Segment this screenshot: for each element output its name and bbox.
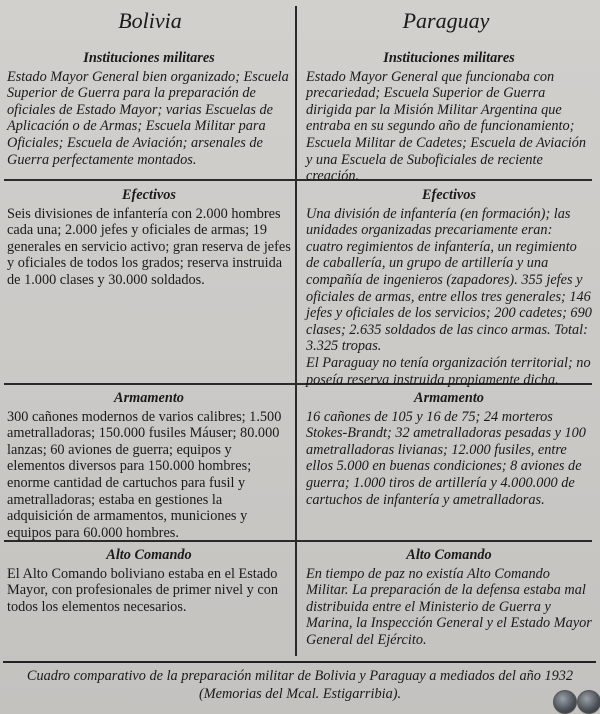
cell-paraguay-alto-comando	[306, 547, 592, 649]
section-heading: Efectivos	[422, 187, 476, 203]
column-title-bolivia: Bolivia	[118, 8, 182, 33]
logo-icon	[577, 690, 600, 714]
section-heading: Instituciones militares	[83, 50, 215, 66]
column-divider	[295, 6, 297, 656]
cell-bolivia-instituciones	[7, 50, 291, 168]
section-text: Estado Mayor General que funcionaba con precariedad; Escuela Superior de Guerra dirigida par la Misión Militar Argentina que entraba en su segundo año de funcionamiento; Escuela Militar de Cadetes; Escuela de Aviación y una Escuela de Suboficiales de reciente creación.	[306, 68, 587, 185]
cell-paraguay-efectivos	[306, 187, 592, 388]
section-heading: Armamento	[114, 390, 184, 406]
caption-line-2: (Memorias del Mcal. Estigarribia).	[198, 686, 402, 702]
section-text: En tiempo de paz no existía Alto Comando Militar. La preparación de la defensa estaba mal distribuida entre el Ministerio de Guerra y Marina, la Inspección General y el Estado Mayor General del Ejército.	[306, 565, 592, 648]
section-text: 16 cañones de 105 y 16 de 75; 24 morteros Stokes-Brandt; 32 ametralladoras pesadas y 100 ametralladoras livianas; 12.000 fusiles, entre ellos 5.000 en buenas condiciones; 8 aviones de guerra; 1.000 tiros de artillería y 4.000.000 de cartuchos de infantería y ametralladoras.	[306, 408, 586, 508]
section-text-note: El Paraguay no tenía organización territorial; no poseía reserva instruida propiamente dicha.	[306, 354, 591, 388]
section-text: Estado Mayor General bien organizado; Escuela Superior de Guerra para la preparación de oficiales de Estado Mayor; varias Escuelas de Aplicación o de Armas; Escuela Militar para Oficiales; Escuela de Aviación; arsenales de Guerra perfectamente montados.	[7, 68, 289, 168]
section-heading: Efectivos	[122, 187, 176, 203]
section-text: Seis divisiones de infantería con 2.000 hombres cada una; 2.000 jefes y oficiales de armas; 19 generales en servicio activo; gran reserva de jefes y oficiales de todos los grados; reserva instruida de 1.000 clases y 30.000 soldados.	[7, 205, 291, 288]
section-text: 300 cañones modernos de varios calibres; 1.500 ametralladoras; 150.000 fusiles Máuser; 80.000 lanzas; 60 aviones de guerra; equipos y elementos diversos para 150.000 hombres; enorme cantidad de cartuchos para fusil y ametralladoras; estaba en gestiones la adquisición de armamentos, municiones y equipos para 60.000 hombres.	[7, 408, 282, 541]
logo-icon	[553, 690, 577, 714]
cell-bolivia-armamento	[7, 390, 291, 541]
caption-line-1: Cuadro comparativo de la preparación militar de Bolivia y Paraguay a mediados del año 1932	[26, 668, 574, 684]
figure-caption	[0, 667, 600, 703]
cell-bolivia-alto-comando	[7, 547, 291, 615]
section-heading: Alto Comando	[406, 547, 492, 563]
column-title-paraguay: Paraguay	[402, 8, 490, 33]
cell-paraguay-instituciones	[306, 50, 592, 185]
cell-bolivia-efectivos	[7, 187, 291, 289]
section-heading: Armamento	[414, 390, 484, 406]
section-heading: Instituciones militares	[383, 50, 515, 66]
cell-paraguay-armamento	[306, 390, 592, 508]
section-heading: Alto Comando	[106, 547, 192, 563]
section-text: Una división de infantería (en formación); las unidades organizadas precariamente eran: cuatro regimientos de infantería, un regimiento de caballería, un grupo de artillería y una compañía de ingenieros (zapadores). 355 jefes y oficiales de armas, entre ellos tres generales; 146 jefes y oficiales de los servicios; 200 cadetes; 690 clases; 2.635 soldados de las cinco armas. Total: 3.325 tropas.	[306, 205, 592, 355]
section-text: El Alto Comando boliviano estaba en el Estado Mayor, con profesionales de primer nivel y con todos los elementos necesarios.	[7, 565, 278, 615]
